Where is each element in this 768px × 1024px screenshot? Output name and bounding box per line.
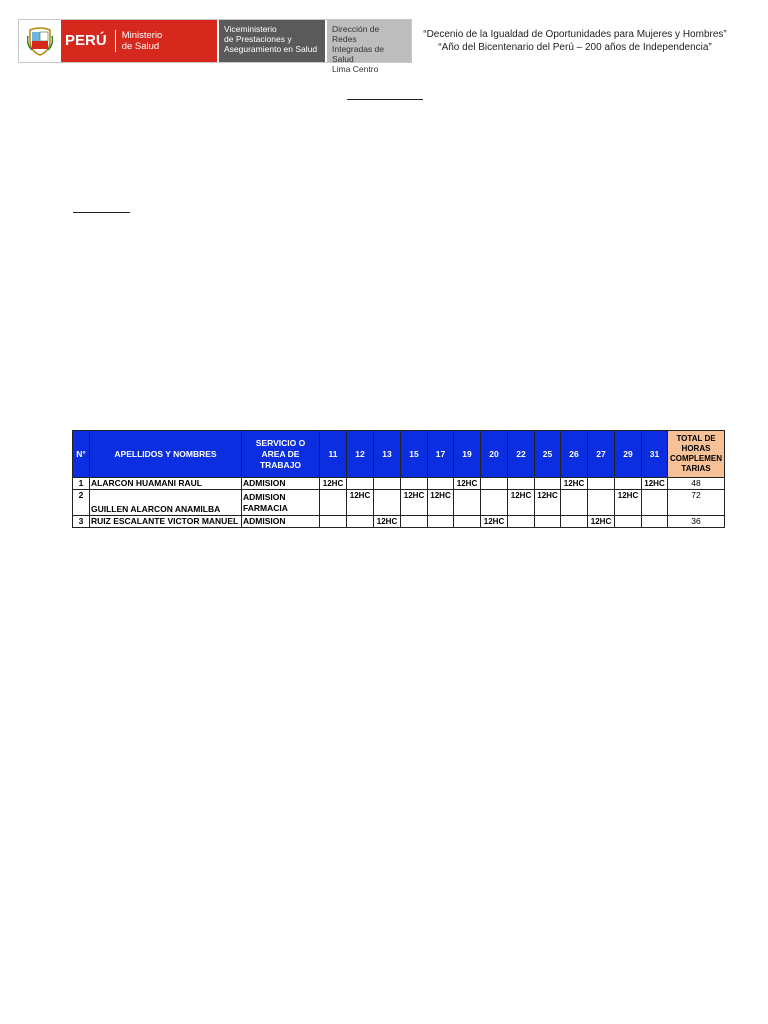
- total-hours: 36: [668, 516, 725, 528]
- day-cell: [508, 478, 535, 490]
- col-day: 31: [642, 431, 668, 478]
- col-day: 15: [401, 431, 428, 478]
- col-day: 26: [561, 431, 588, 478]
- row-number: 3: [73, 516, 90, 528]
- vice-ministry-label: Viceministerio de Prestaciones y Aseguramiento en Salud: [219, 20, 325, 62]
- col-day: 11: [320, 431, 347, 478]
- employee-name: RUIZ ESCALANTE VICTOR MANUEL: [90, 516, 242, 528]
- row-number: 1: [73, 478, 90, 490]
- day-cell: [347, 516, 374, 528]
- day-cell: [428, 516, 454, 528]
- col-day: 25: [535, 431, 561, 478]
- day-cell: [320, 516, 347, 528]
- day-cell: [374, 490, 401, 516]
- day-cell: [642, 516, 668, 528]
- day-cell: [615, 478, 642, 490]
- service-area: ADMISION: [242, 478, 320, 490]
- table-row: [73, 490, 725, 516]
- service-area: ADMISION FARMACIA: [242, 490, 320, 516]
- day-cell: 12HC: [535, 490, 561, 516]
- day-cell: [481, 478, 508, 490]
- day-cell: 12HC: [347, 490, 374, 516]
- day-cell: [588, 478, 615, 490]
- col-day: 20: [481, 431, 508, 478]
- col-service: SERVICIO O AREA DE TRABAJO: [242, 431, 320, 478]
- col-day: 12: [347, 431, 374, 478]
- motto-line-1: “Decenio de la Igualdad de Oportunidades para Mujeres y Hombres”: [423, 29, 727, 40]
- col-day: 29: [615, 431, 642, 478]
- day-cell: [401, 478, 428, 490]
- day-cell: 12HC: [428, 490, 454, 516]
- motto-line-2: “Año del Bicentenario del Perú – 200 años de Independencia”: [438, 42, 712, 53]
- day-cell: 12HC: [508, 490, 535, 516]
- col-day: 27: [588, 431, 615, 478]
- total-hours: 48: [668, 478, 725, 490]
- service-area: ADMISION: [242, 516, 320, 528]
- day-cell: [561, 490, 588, 516]
- col-number: N°: [73, 431, 90, 478]
- day-cell: [454, 490, 481, 516]
- day-cell: [454, 516, 481, 528]
- table-row: [73, 478, 725, 490]
- country-label: PERÚ: [61, 30, 116, 52]
- day-cell: 12HC: [588, 516, 615, 528]
- col-day: 17: [428, 431, 454, 478]
- complementary-hours-table: [72, 430, 725, 528]
- total-hours: 72: [668, 490, 725, 516]
- day-cell: [535, 516, 561, 528]
- ministry-label: Ministerio de Salud: [121, 30, 163, 52]
- employee-name: GUILLEN ALARCON ANAMILBA: [90, 490, 242, 516]
- day-cell: 12HC: [401, 490, 428, 516]
- ministry-logo-block: [61, 20, 217, 62]
- table-row: [73, 516, 725, 528]
- day-cell: 12HC: [374, 516, 401, 528]
- day-cell: 12HC: [561, 478, 588, 490]
- day-cell: [481, 490, 508, 516]
- day-cell: 12HC: [454, 478, 481, 490]
- day-cell: [401, 516, 428, 528]
- day-cell: [428, 478, 454, 490]
- day-cell: 12HC: [320, 478, 347, 490]
- day-cell: [561, 516, 588, 528]
- row-number: 2: [73, 490, 90, 516]
- col-day: 13: [374, 431, 401, 478]
- coat-of-arms-icon: [19, 20, 61, 62]
- day-cell: [347, 478, 374, 490]
- day-cell: [615, 516, 642, 528]
- col-day: 19: [454, 431, 481, 478]
- day-cell: 12HC: [615, 490, 642, 516]
- day-cell: 12HC: [481, 516, 508, 528]
- day-cell: [642, 490, 668, 516]
- col-day: 22: [508, 431, 535, 478]
- table-header-row: [73, 431, 725, 478]
- day-cell: [374, 478, 401, 490]
- title-underline: [347, 99, 423, 100]
- day-cell: [588, 490, 615, 516]
- day-cell: [320, 490, 347, 516]
- section-underline: [73, 212, 130, 213]
- day-cell: [535, 478, 561, 490]
- official-motto: [420, 28, 730, 54]
- day-cell: [508, 516, 535, 528]
- col-name: APELLIDOS Y NOMBRES: [90, 431, 242, 478]
- day-cell: 12HC: [642, 478, 668, 490]
- employee-name: ALARCON HUAMANI RAUL: [90, 478, 242, 490]
- col-total-hours: TOTAL DE HORAS COMPLEMEN TARIAS: [668, 431, 725, 478]
- direction-label: Dirección de Redes Integradas de Salud Lima Centro: [327, 20, 411, 62]
- header-banner: [18, 19, 412, 74]
